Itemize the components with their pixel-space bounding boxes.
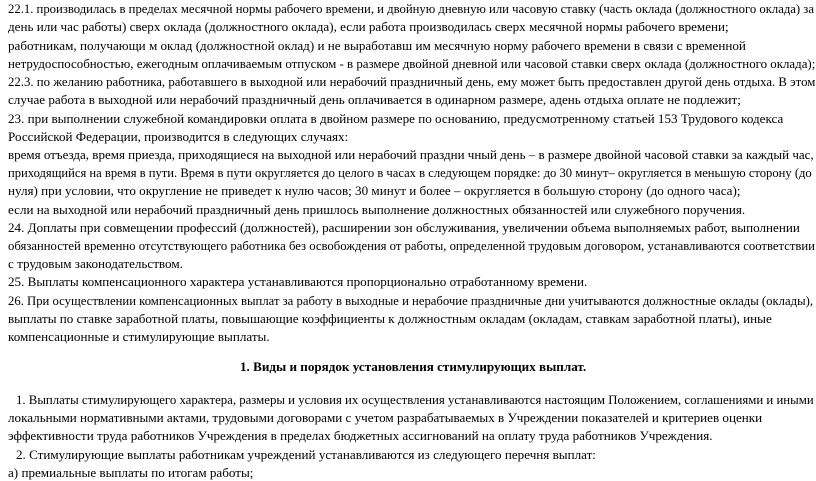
text-line: компенсационные и стимулирующие выплаты. xyxy=(8,329,270,344)
text-line: если на выходной или нерабочий праздничный день пришлось выполнение должностных обязанностей или служебного поручения. xyxy=(8,202,746,217)
text-line: Российской Федерации, производится в следующих случаях: xyxy=(8,129,349,144)
text-line: обязанностей временно отсутствующего работника без освобождения от работы, определенной трудовым договором, устанавливаются соответствии xyxy=(8,239,815,253)
text-line: 22.1. производилась в пределах месячной нормы рабочего времени, и двойную дневную или часовую ставку (часть оклада (должностного оклада) за xyxy=(8,2,814,16)
text-line: нуля) при условии, что округление не приведет к нулю часов; 30 минут и более – округляется в большую сторону (до одного часа); xyxy=(8,183,741,198)
text-line: работникам, получающи м оклад (должностной оклад) и не выработавш им месячную норму рабочего времени в связи с временной xyxy=(8,38,746,53)
text-line: эффективности труда работников Учреждения в пределах бюджетных ассигнований на оплату труда работников Учреждения. xyxy=(8,428,713,443)
text-line: выплаты по ставке заработной платы, повышающие коэффициенты к должностным окладам (окладам, ставкам заработной платы), иные xyxy=(8,311,772,326)
text-line: 25. Выплаты компенсационного характера устанавливаются пропорционально отработанному времени. xyxy=(8,274,588,289)
text-line: день или час работы) сверх оклада (должностного оклада), если работа производилась сверх месячной нормы рабочего времени; xyxy=(8,19,729,34)
text-line: нетрудоспособностью, ежегодным оплачиваемым отпуском - в размере двойной дневной или часовой ставки сверх оклада (должностного оклада); xyxy=(8,57,816,71)
text-line: 24. Доплаты при совмещении профессий (должностей), расширении зон обслуживания, увеличении объема выполняемых работ, выполнении xyxy=(8,220,800,235)
text-line: а) премиальные выплаты по итогам работы; xyxy=(8,465,254,480)
text-line: 2. Стимулирующие выплаты работникам учреждений устанавливаются из следующего перечня выплат: xyxy=(16,447,596,462)
text-line: случае работа в выходной или нерабочий праздничный день оплачивается в одинарном размере, адень отдыха оплате не подлежит; xyxy=(8,92,741,107)
text-line: 1. Выплаты стимулирующего характера, размеры и условия их осуществления устанавливаются настоящим Положением, соглашениями и иными xyxy=(16,393,814,407)
section-heading: 1. Виды и порядок установления стимулирующих выплат. xyxy=(240,359,587,374)
text-line: локальными нормативными актами, трудовыми договорами с учетом разрабатываемых в Учреждении показателей и критериев оценки xyxy=(8,410,763,425)
text-line: приходящийся на время в пути. Время в пути округляется до целого в часах в следующем порядке: до 30 минут– округляется в меньшую сторону (до xyxy=(8,166,812,180)
text-line: с трудовым законодательством. xyxy=(8,256,183,271)
text-line: 26. При осуществлении компенсационных выплат за работу в выходные и нерабочие праздничные дни учитываются должностные оклады (оклады), xyxy=(8,294,814,308)
text-line: 23. при выполнении служебной командировки оплата в двойном размере по основанию, предусмотренному статьей 153 Трудового кодекса xyxy=(8,111,784,126)
text-line: 22.3. по желанию работника, работавшего в выходной или нерабочий праздничный день, ему может быть предоставлен другой день отдыха. В этом xyxy=(8,75,816,89)
text-line: время отъезда, время приезда, приходящиеся на выходной или нерабочий праздни чный день – в размере двойной часовой ставки за каждый час, xyxy=(8,147,814,162)
